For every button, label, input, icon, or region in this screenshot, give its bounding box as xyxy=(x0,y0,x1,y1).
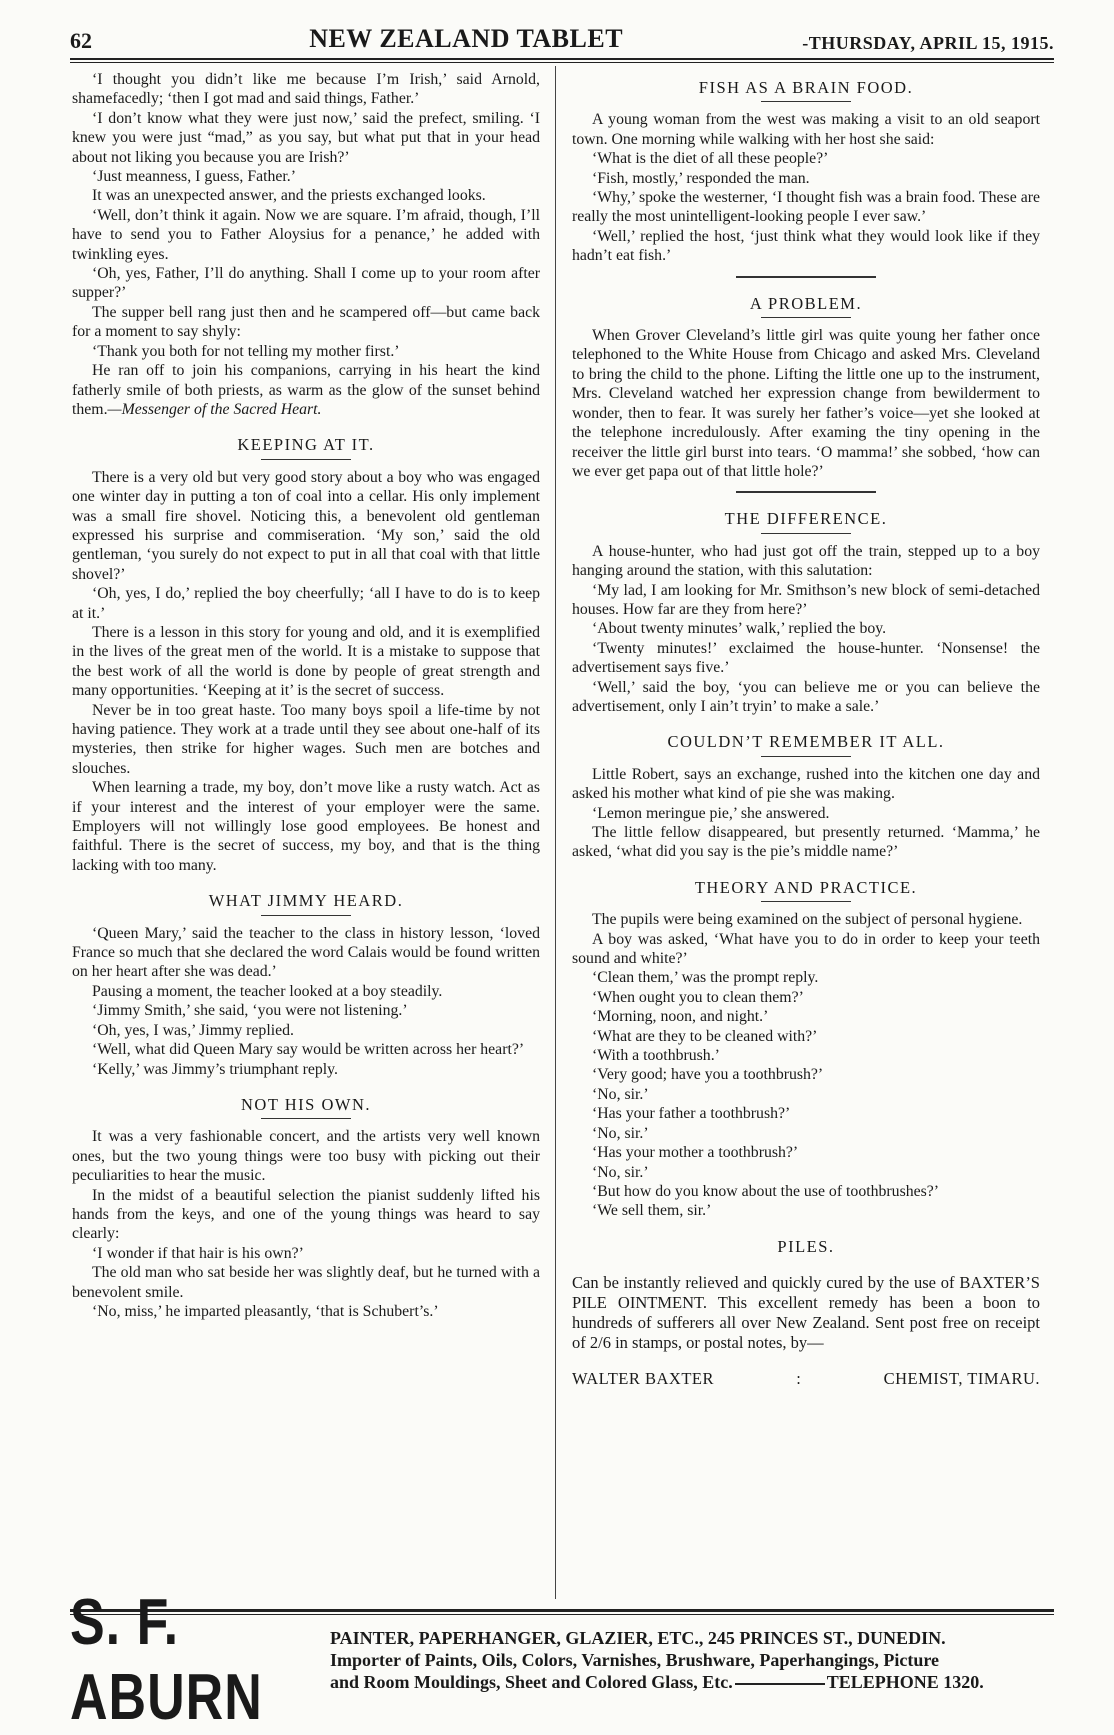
paragraph: ‘Oh, yes, Father, I’ll do anything. Shall I come up to your room after supper?’ xyxy=(72,265,540,302)
right-column xyxy=(572,70,1040,1389)
article-a-problem xyxy=(572,294,1040,482)
paragraph: ‘Jimmy Smith,’ she said, ‘you were not listening.’ xyxy=(92,1002,408,1020)
paragraph: ‘No, miss,’ he imparted pleasantly, ‘that is Schubert’s.’ xyxy=(92,1302,439,1320)
heading-rule xyxy=(761,317,851,318)
paragraph: Pausing a moment, the teacher looked at a boy steadily. xyxy=(92,982,443,1000)
advert-line xyxy=(330,1671,1054,1693)
article-heading: WHAT JIMMY HEARD. xyxy=(208,891,404,911)
paragraph: ‘Has your mother a toothbrush?’ xyxy=(592,1144,799,1162)
article-heading: NOT HIS OWN. xyxy=(241,1094,371,1114)
paragraph: ‘Just meanness, I guess, Father.’ xyxy=(92,168,297,186)
article-not-his-own xyxy=(72,1095,540,1321)
article-separator xyxy=(736,276,876,278)
heading-rule xyxy=(261,459,351,460)
article-theory-and-practice xyxy=(572,878,1040,1221)
paragraph: ‘No, sir.’ xyxy=(592,1124,649,1142)
paragraph: ‘Has your father a toothbrush?’ xyxy=(592,1105,791,1123)
article-keeping-at-it xyxy=(72,435,540,875)
paragraph: ‘With a toothbrush.’ xyxy=(592,1047,720,1065)
attribution: —Messenger of the Sacred Heart. xyxy=(107,400,322,418)
heading-rule xyxy=(761,756,851,757)
paragraph: ‘Very good; have you a toothbrush?’ xyxy=(592,1066,824,1084)
paragraph: Little Robert, says an exchange, rushed into the kitchen one day and asked his mother what kind of pie she was making. xyxy=(572,765,1040,803)
advertiser-location: CHEMIST, TIMARU. xyxy=(883,1369,1040,1389)
issue-date: -THURSDAY, APRIL 15, 1915. xyxy=(802,33,1054,53)
advert-line: Importer of Paints, Oils, Colors, Varnishes, Brushware, Paperhangings, Picture xyxy=(330,1650,940,1670)
advertiser-name: WALTER BAXTER xyxy=(572,1369,715,1389)
masthead-rule xyxy=(70,58,1054,60)
aburn-advert-text xyxy=(310,1627,1054,1693)
column-divider xyxy=(555,66,556,1599)
article-heading: KEEPING AT IT. xyxy=(237,435,375,455)
paragraph: The supper bell rang just then and he scampered off—but came back for a moment to say shyly: xyxy=(72,303,540,341)
article-heading: COULDN’T REMEMBER IT ALL. xyxy=(667,732,945,752)
paragraph: ‘Fish, mostly,’ responded the man. xyxy=(592,169,810,187)
masthead xyxy=(70,20,1054,54)
left-column xyxy=(72,70,540,1321)
paragraph: ‘Kelly,’ was Jimmy’s triumphant reply. xyxy=(92,1060,338,1078)
paragraph: There is a lesson in this story for young and old, and it is exemplified in the lives of the great men of the world. It is a mistake to suppose that the best work of all the world is done by people of great strength and many opportunities. ‘Keeping at it’ is the secret of success. xyxy=(72,623,540,700)
paragraph: It was an unexpected answer, and the priests exchanged looks. xyxy=(92,187,486,205)
paragraph: Never be in too great haste. Too many boys spoil a life-time by not having patience. They work at a trade until they see about one-half of its mysteries, then strike for higher wages. Such men are botches and slouches. xyxy=(72,701,540,777)
paragraph xyxy=(72,361,540,419)
story-continuation xyxy=(72,70,540,419)
paragraph: A boy was asked, ‘What have you to do in order to keep your teeth sound and white?’ xyxy=(572,930,1040,968)
paragraph: ‘My lad, I am looking for Mr. Smithson’s new block of semi-detached houses. How far are they from here?’ xyxy=(572,581,1040,618)
paragraph: When Grover Cleveland’s little girl was quite young her father once telephoned to the White House from Chicago and asked Mrs. Cleveland to bring the child to the phone. Lifting the little one up to the instrument, Mrs. Cleveland watched her expression change from bewilderment to wonder, then to fear. It was surely her father’s voice—yet she looked at the telephone incredulously. After examing the tiny opening in the receiver the little girl burst into tears. ‘O mamma!’ she sobbed, ‘how can we ever get papa out of that little hole?’ xyxy=(572,327,1040,480)
paragraph: ‘Lemon meringue pie,’ she answered. xyxy=(592,804,830,822)
paragraph: A house-hunter, who had just got off the train, stepped up to a boy hanging around the station, with this salutation: xyxy=(572,542,1040,580)
paragraph: In the midst of a beautiful selection the pianist suddenly lifted his hands from the keys, and one of the young things was heard to say clearly: xyxy=(72,1186,540,1243)
paragraph: ‘About twenty minutes’ walk,’ replied the boy. xyxy=(592,620,887,638)
article-couldnt-remember xyxy=(572,732,1040,861)
paragraph-text: He ran off to join his companions, carrying in his heart the kind fatherly smile of both priests, as warm as the glow of the sunset behind them. xyxy=(72,362,540,418)
paragraph: The little fellow disappeared, but presently returned. ‘Mamma,’ he asked, ‘what did you say is the pie’s middle name?’ xyxy=(572,824,1040,861)
paragraph: There is a very old but very good story about a boy who was engaged one winter day in putting a ton of coal into a cellar. His only implement was a small fire shovel. Noticing this, a benevolent old gentleman expressed his surprise and commiseration. ‘My son,’ said the old gentleman, ‘you surely do not expect to put in all that coal with that little shovel?’ xyxy=(72,468,540,583)
paragraph: ‘Oh, yes, I was,’ Jimmy replied. xyxy=(92,1021,294,1039)
advert-piles xyxy=(572,1237,1040,1389)
paragraph: ‘But how do you know about the use of toothbrushes?’ xyxy=(592,1182,940,1200)
paragraph: The old man who sat beside her was slightly deaf, but he turned with a benevolent smile. xyxy=(72,1264,540,1301)
heading-rule xyxy=(261,1118,351,1119)
heading-rule xyxy=(761,101,851,102)
advert-line: PAINTER, PAPERHANGER, GLAZIER, ETC., 245 PRINCES ST., DUNEDIN. xyxy=(330,1628,946,1648)
paragraph: ‘No, sir.’ xyxy=(592,1085,649,1103)
advert-body: Can be instantly relieved and quickly cured by the use of BAXTER’S PILE OINTMENT. This excellent remedy has been a boon to hundreds of sufferers all over New Zealand. Sent post free on receipt of 2/6 in stamps, or postal notes, by— xyxy=(572,1272,1040,1352)
heading-rule xyxy=(261,915,351,916)
paragraph: It was a very fashionable concert, and the artists very well known ones, but the two young things were too busy with picking out their peculiarities to hear the music. xyxy=(72,1128,540,1185)
newspaper-title: NEW ZEALAND TABLET xyxy=(309,24,624,53)
article-the-difference xyxy=(572,509,1040,716)
paragraph: The pupils were being examined on the subject of personal hygiene. xyxy=(592,911,1023,929)
paragraph: When learning a trade, my boy, don’t move like a rusty watch. Act as if your interest and the interest of your employer were the same. Employers will not willingly lose good employees. Be honest and faithful. There is the secret of success, my boy, and that is the thing lacking with too many. xyxy=(72,779,540,874)
paragraph: ‘Well, don’t think it again. Now we are square. I’m afraid, though, I’ll have to send you to Father Aloysius for a penance,’ he added with twinkling eyes. xyxy=(72,206,540,263)
article-heading: THE DIFFERENCE. xyxy=(724,509,888,529)
aburn-logo: S. F. ABURN xyxy=(70,1586,263,1734)
paragraph: ‘Well, what did Queen Mary say would be written across her heart?’ xyxy=(92,1041,525,1059)
paragraph: ‘Thank you both for not telling my mother first.’ xyxy=(92,342,400,360)
paragraph: ‘Why,’ spoke the westerner, ‘I thought fish was a brain food. These are really the most unintelligent-looking people I ever saw.’ xyxy=(572,189,1040,226)
paragraph: ‘Oh, yes, I do,’ replied the boy cheerfully; ‘all I have to do is to keep at it.’ xyxy=(72,585,540,622)
article-separator xyxy=(736,491,876,493)
advert-signature xyxy=(572,1369,1040,1388)
paragraph: ‘Queen Mary,’ said the teacher to the class in history lesson, ‘loved France so much that she declared the word Calais would be found written on her heart after she was dead.’ xyxy=(72,924,540,981)
paragraph: A young woman from the west was making a visit to an old seaport town. One morning while walking with her host she said: xyxy=(572,111,1040,148)
masthead-rule-thin xyxy=(70,62,1054,63)
paragraph: ‘I wonder if that hair is his own?’ xyxy=(92,1244,304,1262)
paragraph: ‘When ought you to clean them?’ xyxy=(592,988,804,1006)
paragraph: ‘Clean them,’ was the prompt reply. xyxy=(592,969,819,987)
article-heading: A PROBLEM. xyxy=(749,293,863,313)
paragraph: ‘Morning, noon, and night.’ xyxy=(592,1008,769,1026)
paragraph: ‘Well,’ said the boy, ‘you can believe me or you can believe the advertisement, only I ain’t tryin’ to make a sale.’ xyxy=(572,678,1040,715)
telephone-number: TELEPHONE 1320. xyxy=(826,1672,984,1692)
advert-heading: PILES. xyxy=(777,1236,835,1256)
paragraph: ‘Twenty minutes!’ exclaimed the house-hunter. ‘Nonsense! the advertisement says five.’ xyxy=(572,639,1040,677)
paragraph: ‘I thought you didn’t like me because I’m Irish,’ said Arnold, shamefacedly; ‘then I got mad and said things, Father.’ xyxy=(72,71,540,108)
aburn-advert xyxy=(70,1586,1054,1734)
advert-line-text: and Room Mouldings, Sheet and Colored Glass, Etc. xyxy=(330,1672,733,1692)
article-what-jimmy-heard xyxy=(72,891,540,1079)
article-fish-as-brain-food xyxy=(572,78,1040,266)
signature-separator: : xyxy=(796,1369,802,1389)
article-heading: FISH AS A BRAIN FOOD. xyxy=(698,78,914,97)
heading-rule xyxy=(761,533,851,534)
page-number: 62 xyxy=(70,28,92,53)
paragraph: ‘No, sir.’ xyxy=(592,1163,649,1181)
telephone-rule xyxy=(735,1683,825,1685)
heading-rule xyxy=(761,901,851,902)
paragraph: ‘We sell them, sir.’ xyxy=(592,1202,712,1220)
paragraph: ‘What are they to be cleaned with?’ xyxy=(592,1027,818,1045)
article-heading: THEORY AND PRACTICE. xyxy=(694,877,918,897)
paragraph: ‘What is the diet of all these people?’ xyxy=(592,150,829,168)
paragraph: ‘Well,’ replied the host, ‘just think what they would look like if they hadn’t eat fish.’ xyxy=(572,227,1040,265)
paragraph: ‘I don’t know what they were just now,’ said the prefect, smiling. ‘I knew you were just “mad,” as you say, but what put that in your head about not liking you because you are Irish?’ xyxy=(72,109,540,166)
